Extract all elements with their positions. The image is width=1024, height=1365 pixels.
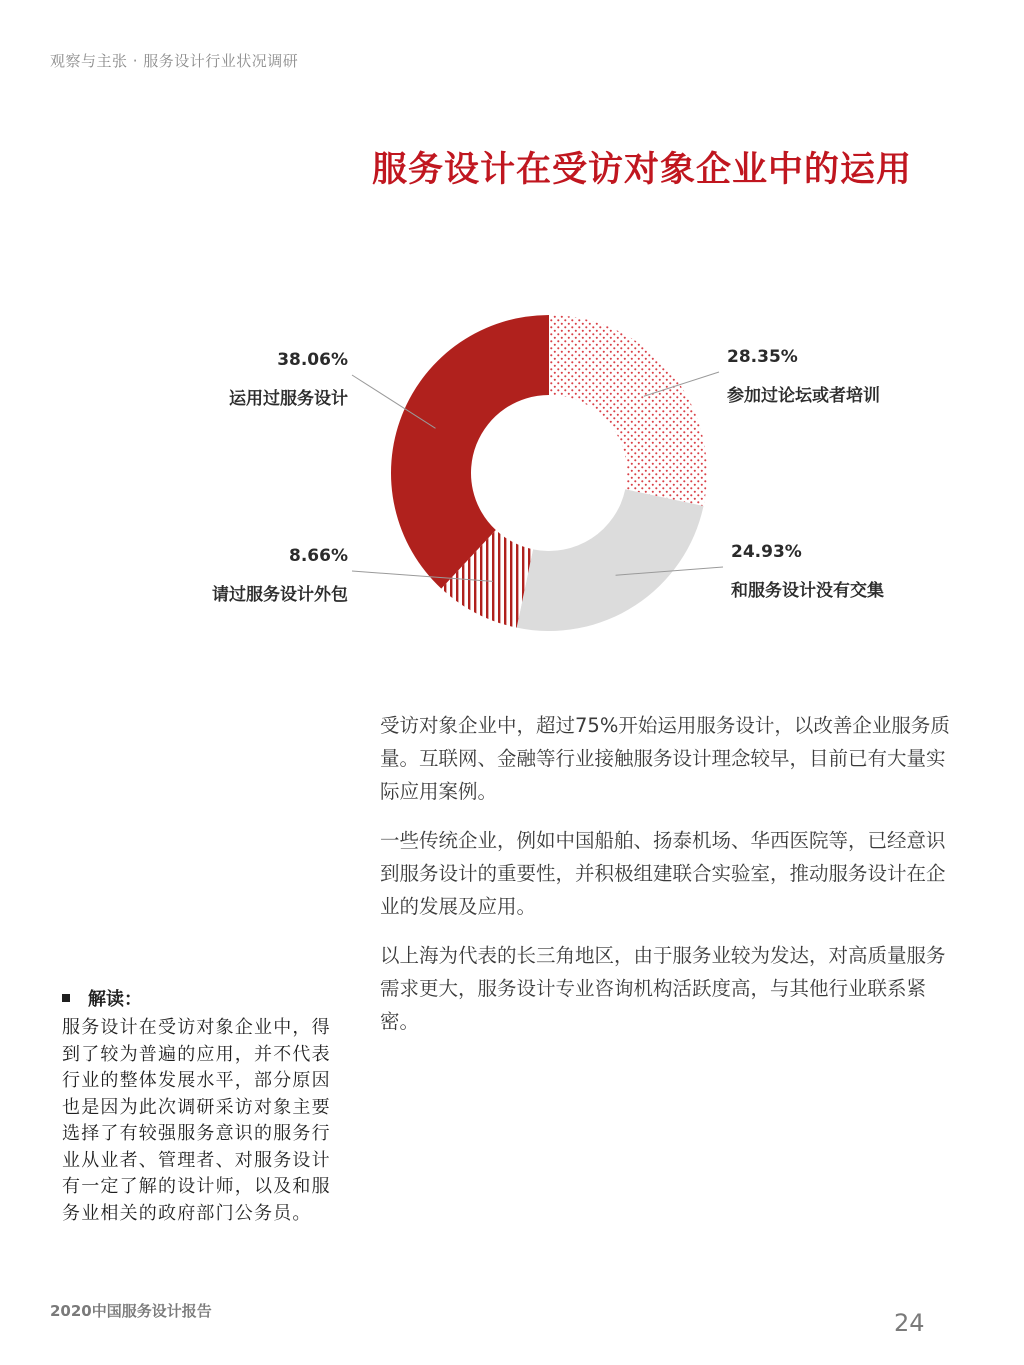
report-footer: 2020中国服务设计报告	[50, 1302, 212, 1320]
note-title-text: 解读：	[88, 989, 142, 1010]
slice-value-outsourcing: 8.66%	[289, 546, 348, 566]
slice-name-outsourcing: 请过服务设计外包	[212, 585, 348, 605]
body-paragraph-1: 受访对象企业中，超过75%开始运用服务设计，以改善企业服务质量。互联网、金融等行业接触服务设计理念较早，目前已有大量实际应用案例。	[380, 714, 950, 803]
slice-name-none: 和服务设计没有交集	[731, 581, 884, 601]
note-title	[62, 985, 342, 1011]
bullet-icon	[62, 994, 70, 1002]
slice-forum	[549, 315, 707, 506]
page-number: 24	[894, 1309, 925, 1337]
slice-value-none: 24.93%	[731, 542, 802, 562]
slice-value-forum: 28.35%	[727, 347, 798, 367]
slice-name-forum: 参加过论坛或者培训	[727, 386, 880, 406]
body-paragraph-3: 以上海为代表的长三角地区，由于服务业较为发达，对高质量服务需求更大，服务设计专业咨询机构活跃度高，与其他行业联系紧密。	[380, 944, 946, 1033]
slice-name-applied: 运用过服务设计	[229, 389, 348, 409]
note-body: 服务设计在受访对象企业中，得到了较为普遍的应用，并不代表行业的整体发展水平，部分原因也是因为此次调研采访对象主要选择了有较强服务意识的服务行业从业者、管理者、对服务设计有一定了解的设计师，以及和服务业相关的政府部门公务员。	[62, 1017, 331, 1224]
slice-label-applied	[190, 350, 348, 409]
running-header: 观察与主张 · 服务设计行业状况调研	[50, 52, 299, 70]
slice-none	[517, 489, 704, 631]
slice-label-forum	[727, 347, 880, 406]
body-paragraph-2: 一些传统企业，例如中国船舶、扬泰机场、华西医院等，已经意识到服务设计的重要性，并积极组建联合实验室，推动服务设计在企业的发展及应用。	[380, 829, 946, 918]
page-title: 服务设计在受访对象企业中的运用	[372, 150, 913, 190]
body-text	[380, 709, 960, 1054]
slice-value-applied: 38.06%	[277, 350, 348, 370]
slice-label-none	[731, 542, 884, 601]
interpretation-note	[62, 985, 342, 1227]
slice-label-outsourcing	[190, 546, 348, 605]
